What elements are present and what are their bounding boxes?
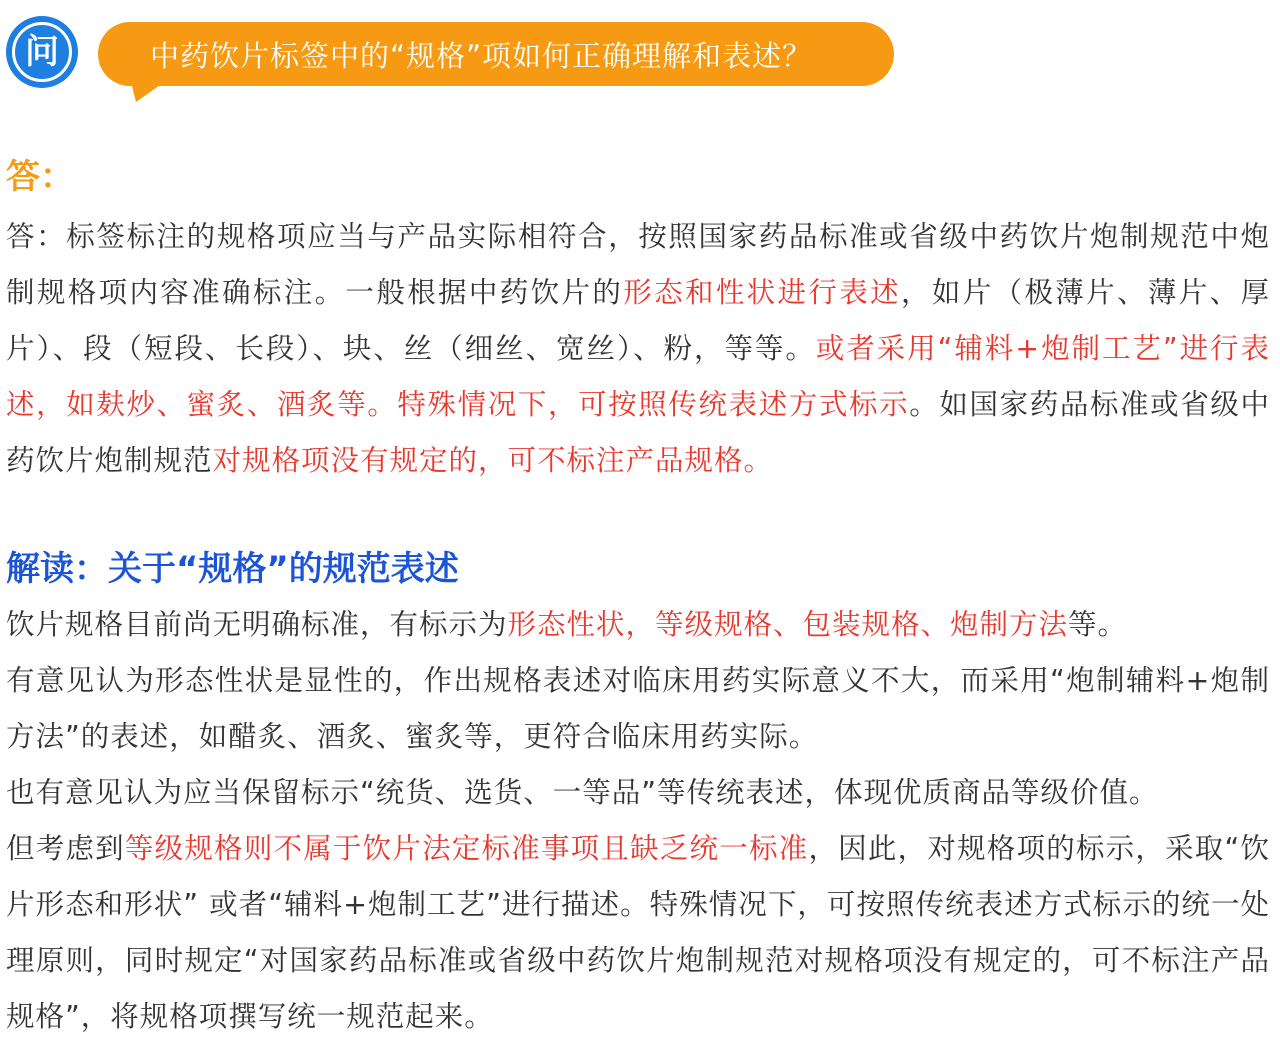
interpretation-paragraph-4	[6, 821, 1270, 1045]
interpretation-paragraph-1	[6, 597, 1270, 653]
answer-highlight-process: 或者采用“辅料+炮制工艺”进行表述，如麸炒、蜜炙、酒炙等。特殊情况下，可按照传统表述方式标示	[6, 332, 1270, 421]
interpretation-paragraph-3: 也有意见认为应当保留标示“统货、选货、一等品”等传统表述，体现优质商品等级价值。	[6, 776, 1159, 809]
interpretation-paragraph-2: 有意见认为形态性状是显性的，作出规格表述对临床用药实际意义不大，而采用“炮制辅料+炮制方法”的表述，如醋炙、酒炙、蜜炙等，更符合临床用药实际。	[6, 664, 1270, 753]
answer-highlight-form: 形态和性状进行表述	[623, 276, 901, 309]
answer-text-3: 。如国家药品标准或省级中药饮片炮制规范	[6, 388, 1270, 477]
interpretation-heading: 解读：关于“规格”的规范表述	[6, 549, 459, 589]
interp-text-1: 饮片规格目前尚无明确标准，有标示为	[6, 608, 508, 641]
interp-highlight-grade: 等级规格则不属于饮片法定标准事项且缺乏统一标准	[124, 832, 809, 865]
interp-text-2: 等。	[1068, 608, 1128, 641]
question-header	[0, 0, 1280, 110]
interp-highlight-categories: 形态性状，等级规格、包装规格、炮制方法	[507, 608, 1069, 641]
interpretation-body	[6, 597, 1270, 1045]
answer-text-1: 答：标签标注的规格项应当与产品实际相符合，按照国家药品标准或省级中药饮片炮制规范中炮制规格项内容准确标注。一般根据中药饮片的	[6, 220, 1270, 309]
interp-text-3: 但考虑到	[6, 832, 125, 865]
question-text: 中药饮片标签中的“规格”项如何正确理解和表述？	[150, 38, 813, 73]
answer-highlight-exemption: 对规格项没有规定的，可不标注产品规格。	[212, 444, 774, 477]
question-badge	[6, 16, 78, 88]
interp-text-4: ，因此，对规格项的标示，采取“饮片形态和形状” 或者“辅料+炮制工艺”进行描述。特殊情况下，可按照传统表述方式标示的统一处理原则，同时规定“对国家药品标准或省级中药饮片炮制规范对规格项没有规定的，可不标注产品规格”，将规格项撰写统一规范起来。	[6, 832, 1270, 1033]
question-badge-label: 问	[12, 22, 72, 82]
question-bubble	[98, 22, 894, 86]
answer-heading: 答：	[6, 157, 74, 197]
answer-text-2: ，如片（极薄片、薄片、厚片）、段（短段、长段）、块、丝（细丝、宽丝）、粉，等等。	[6, 276, 1270, 365]
answer-paragraph	[6, 209, 1270, 489]
